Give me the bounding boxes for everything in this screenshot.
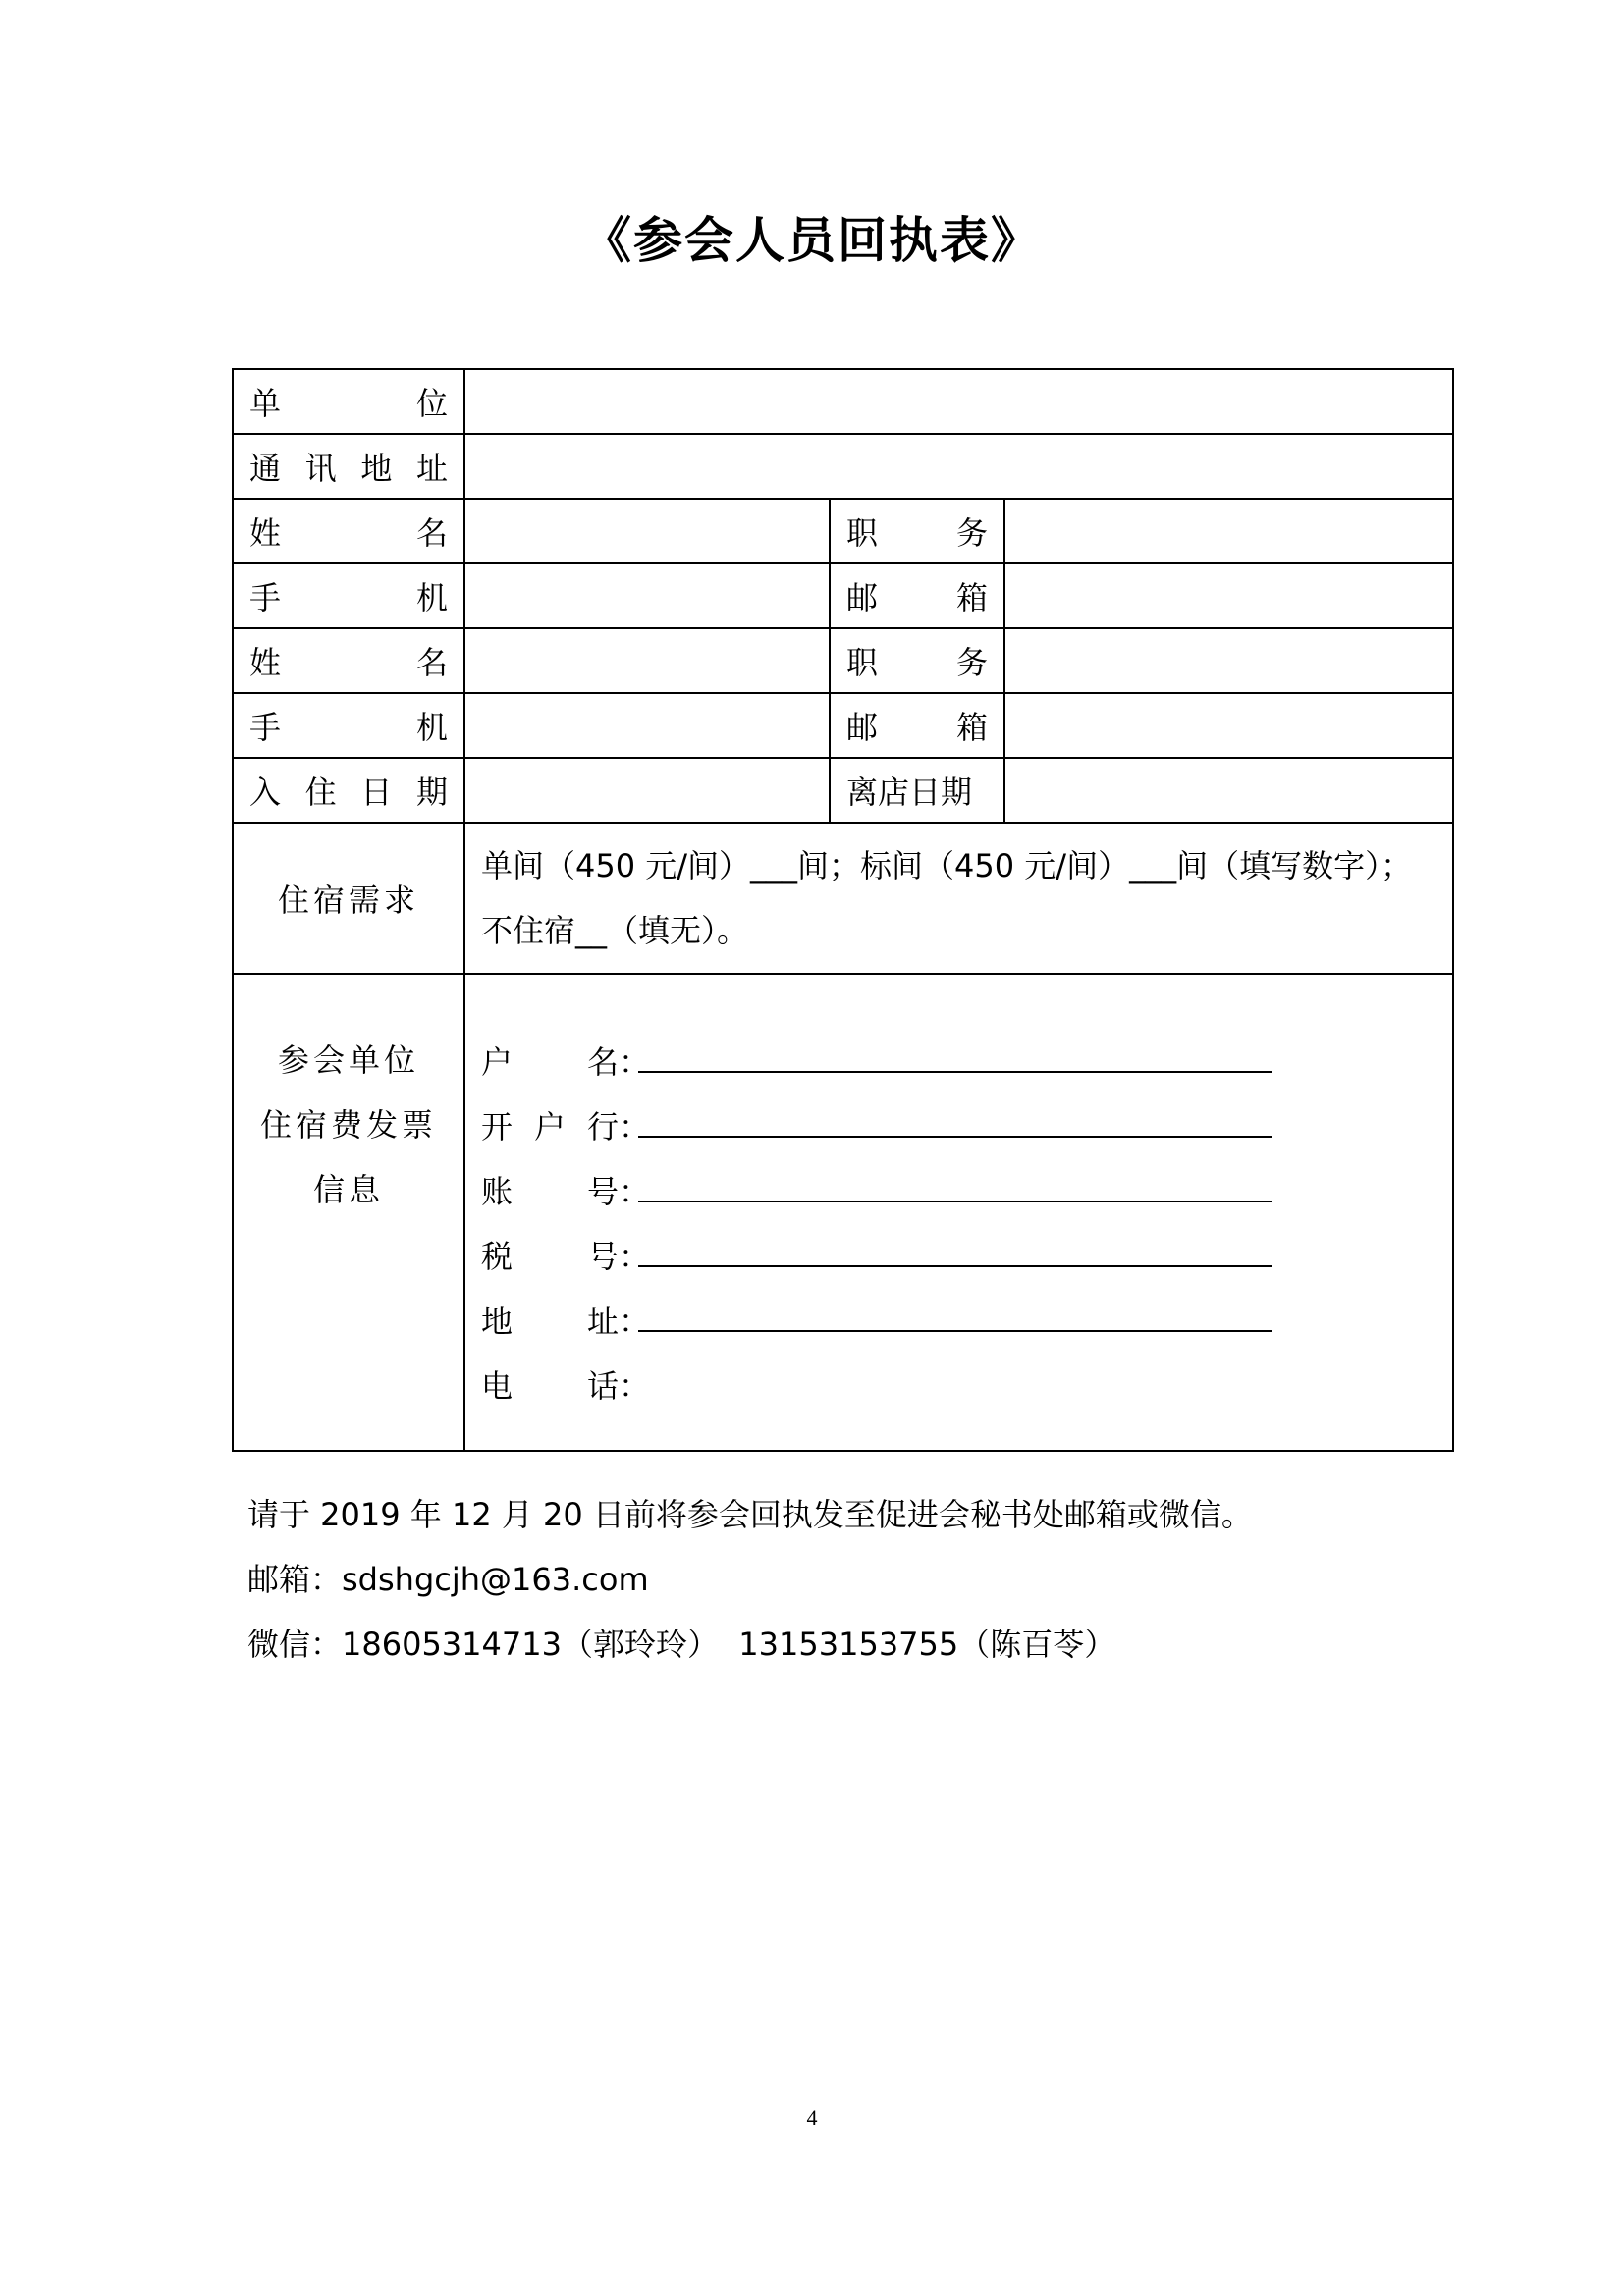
deadline-note: 请于 2019 年 12 月 20 日前将参会回执发至促进会秘书处邮箱或微信。 [247, 1496, 1253, 1533]
page-title: 《参会人员回执表》 [582, 212, 1042, 269]
phone-input[interactable] [638, 1367, 1272, 1407]
tax-number-input[interactable] [638, 1264, 1272, 1267]
row-attendee1-contact [233, 563, 1453, 628]
footer-notes [247, 1482, 1253, 1677]
lodging-text-line1: 单间（450 元/间）___间；标间（450 元/间）___间（填写数字）； [481, 847, 1413, 884]
position-label: 职 务 [830, 628, 1004, 693]
account-name-input[interactable] [638, 1070, 1272, 1073]
checkin-label: 入 住 日 期 [233, 758, 464, 823]
row-attendee1-name [233, 499, 1453, 563]
email-label: 邮 箱 [830, 563, 1004, 628]
email-label: 邮 箱 [830, 693, 1004, 758]
invoice-address-input[interactable] [638, 1329, 1272, 1332]
name-label: 姓 名 [233, 499, 464, 563]
name-field[interactable] [464, 499, 830, 563]
invoice-address-line: 地 址 ： [481, 1277, 1436, 1342]
receipt-form-table [232, 368, 1454, 1452]
invoice-bank-line: 开 户 行 ： [481, 1083, 1436, 1148]
position-field[interactable] [1004, 499, 1453, 563]
page-number: 4 [806, 2106, 818, 2130]
mobile-field[interactable] [464, 563, 830, 628]
bank-input[interactable] [638, 1135, 1272, 1138]
mobile-field[interactable] [464, 693, 830, 758]
lodging-requirement[interactable] [464, 823, 1453, 974]
email-field[interactable] [1004, 693, 1453, 758]
invoice-account-name-line: 户 名 ： [481, 1018, 1436, 1083]
wechat-note: 微信：18605314713（郭玲玲） 13153153755（陈百苓） [247, 1626, 1116, 1663]
mobile-label: 手 机 [233, 693, 464, 758]
row-lodging [233, 823, 1453, 974]
name-label: 姓 名 [233, 628, 464, 693]
address-field[interactable] [464, 434, 1453, 499]
mobile-label: 手 机 [233, 563, 464, 628]
unit-field[interactable] [464, 369, 1453, 434]
address-label: 通 讯 地 址 [233, 434, 464, 499]
row-attendee2-name [233, 628, 1453, 693]
row-unit [233, 369, 1453, 434]
unit-label: 单 位 [233, 369, 464, 434]
email-field[interactable] [1004, 563, 1453, 628]
position-label: 职 务 [830, 499, 1004, 563]
account-number-input[interactable] [638, 1200, 1272, 1202]
checkout-date-field[interactable] [1004, 758, 1453, 823]
invoice-info-label: 参会单位 住宿费发票 信息 [233, 974, 464, 1451]
checkin-date-field[interactable] [464, 758, 830, 823]
invoice-phone-line: 电 话 ： [481, 1342, 1436, 1407]
row-attendee2-contact [233, 693, 1453, 758]
row-address [233, 434, 1453, 499]
position-field[interactable] [1004, 628, 1453, 693]
checkout-label: 离店日期 [830, 758, 1004, 823]
lodging-label: 住宿需求 [233, 823, 464, 974]
name-field[interactable] [464, 628, 830, 693]
email-note: 邮箱：sdshgcjh@163.com [247, 1561, 649, 1598]
lodging-text-line2: 不住宿__（填无）。 [481, 912, 749, 949]
row-dates [233, 758, 1453, 823]
invoice-info-cell [464, 974, 1453, 1451]
row-invoice [233, 974, 1453, 1451]
invoice-account-number-line: 账 号 ： [481, 1148, 1436, 1212]
invoice-tax-number-line: 税 号 ： [481, 1212, 1436, 1277]
